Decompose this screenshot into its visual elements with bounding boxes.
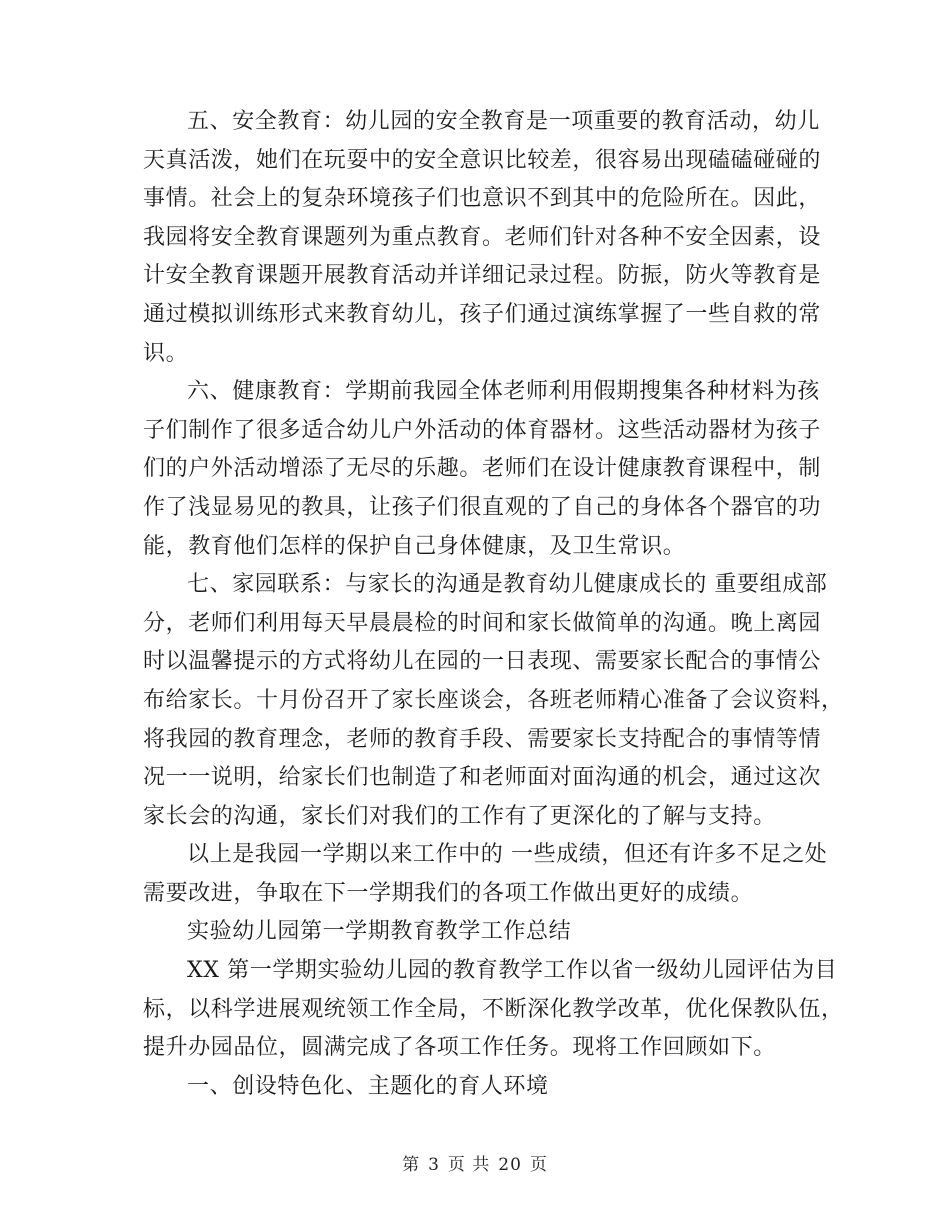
text-line: 通过模拟训练形式来教育幼儿，孩子们通过演练掌握了一些自救的常 bbox=[143, 301, 822, 327]
text-line: 家长会的沟通，家长们对我们的工作有了更深化的了解与支持。 bbox=[143, 803, 776, 829]
text-line: 将我园的教育理念，老师的教育手段、需要家长支持配合的事情等情 bbox=[143, 726, 822, 752]
text-line: 事情。社会上的复杂环境孩子们也意识不到其中的危险所在。因此， bbox=[143, 186, 822, 212]
footer-suffix: 页 bbox=[529, 1155, 548, 1175]
page-number: 3 bbox=[428, 1155, 440, 1175]
section-title bbox=[143, 913, 808, 952]
text-line: 们的户外活动增添了无尽的乐趣。老师们在设计健康教育课程中，制 bbox=[143, 456, 822, 482]
text-line: 我园将安全教育课题列为重点教育。老师们针对各种不安全因素，设 bbox=[143, 224, 822, 250]
text-line: 况一一说明，给家长们也制造了和老师面对面沟通的机会，通过这次 bbox=[143, 765, 822, 791]
text-line: 实验幼儿园第一学期教育教学工作总结 bbox=[187, 919, 572, 945]
page-total: 20 bbox=[498, 1155, 522, 1175]
text-line: 以上是我园一学期以来工作中的 一些成绩，但还有许多不足之处 bbox=[187, 842, 828, 868]
text-line: 六、健康教育：学期前我园全体老师利用假期搜集各种材料为孩 bbox=[187, 379, 820, 405]
text-line: 分，老师们利用每天早晨晨检的时间和家长做简单的沟通。晚上离园 bbox=[143, 610, 822, 636]
text-line: 标，以科学进展观统领工作全局，不断深化教学改革，优化保教队伍， bbox=[143, 996, 844, 1022]
page-footer bbox=[0, 1150, 950, 1175]
text-line: 识。 bbox=[143, 340, 189, 366]
footer-prefix: 第 bbox=[402, 1155, 421, 1175]
text-line: 时以温馨提示的方式将幼儿在园的一日表现、需要家长配合的事情公 bbox=[143, 649, 822, 675]
text-line: 一、创设特色化、主题化的育人环境 bbox=[187, 1073, 549, 1099]
paragraph-health-education bbox=[143, 373, 822, 566]
text-line: 能，教育他们怎样的保护自己身体健康，及卫生常识。 bbox=[143, 533, 686, 559]
paragraph-home-school-contact bbox=[143, 566, 844, 836]
text-line: 五、安全教育：幼儿园的安全教育是一项重要的教育活动，幼儿 bbox=[187, 109, 820, 134]
text-line: 提升办园品位，圆满完成了各项工作任务。现将工作回顾如下。 bbox=[143, 1035, 776, 1061]
paragraph-safety-education bbox=[143, 103, 822, 373]
footer-middle: 页 共 bbox=[447, 1155, 491, 1175]
text-line: 需要改进，争取在下一学期我们的各项工作做出更好的成绩。 bbox=[143, 880, 754, 906]
paragraph-intro bbox=[143, 952, 844, 1068]
text-line: 天真活泼，她们在玩耍中的安全意识比较差，很容易出现磕磕碰碰的 bbox=[143, 147, 822, 173]
text-line: 布给家长。十月份召开了家长座谈会，各班老师精心准备了会议资料， bbox=[143, 687, 844, 713]
text-line: 作了浅显易见的教具，让孩子们很直观的了自己的身体各个器官的功 bbox=[143, 494, 822, 520]
paragraph-summary bbox=[143, 836, 828, 913]
text-line: 七、家园联系：与家长的沟通是教育幼儿健康成长的 重要组成部 bbox=[187, 572, 828, 598]
text-line: 子们制作了很多适合幼儿户外活动的体育器材。这些活动器材为孩子 bbox=[143, 417, 822, 443]
text-line: XX 第一学期实验幼儿园的教育教学工作以省一级幼儿园评估为目 bbox=[187, 958, 838, 984]
text-line: 计安全教育课题开展教育活动并详细记录过程。防振，防火等教育是 bbox=[143, 263, 822, 289]
document-body bbox=[143, 103, 844, 1106]
subsection-heading bbox=[143, 1068, 808, 1107]
